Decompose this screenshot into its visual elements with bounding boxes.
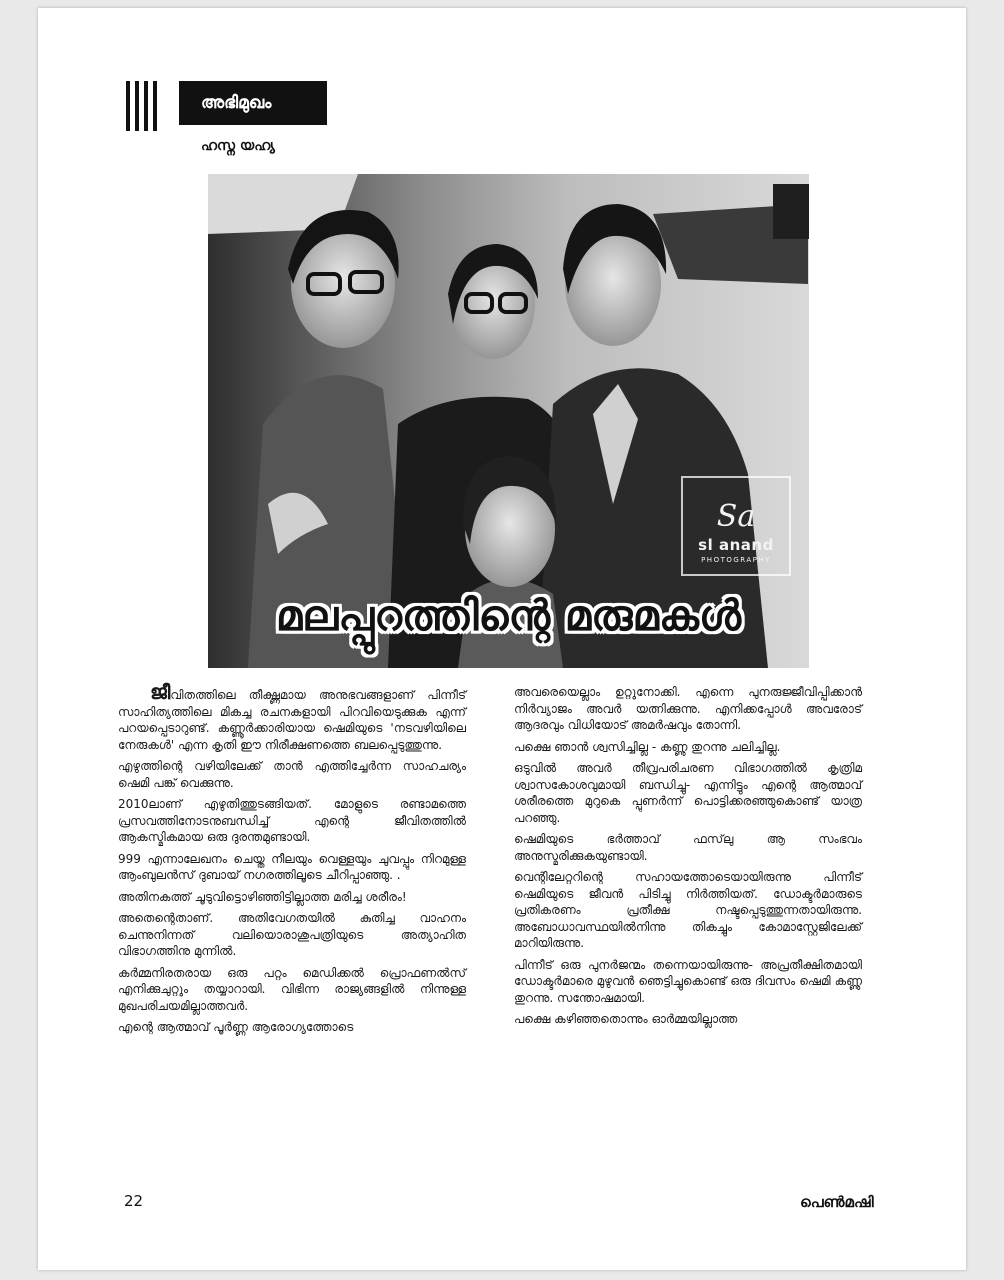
paragraph: എഴുത്തിന്റെ വഴിയിലേക്ക് താൻ എത്തിച്ചേർന്ന സാഹചര്യം ഷെമി പങ്ക് വെക്കുന്നു. <box>118 759 466 790</box>
article-column-right <box>514 684 862 1033</box>
watermark-subtitle: PHOTOGRAPHY <box>701 556 771 564</box>
watermark-logo: Sa <box>716 499 756 534</box>
magazine-name: പെൺമഷി <box>800 1193 874 1211</box>
paragraph: അവരെയെല്ലാം ഉറ്റുനോക്കി. എന്നെ പുനരുജ്ജീവിപ്പിക്കാൻ നിർവ്യാജം അവർ യത്നിക്കുന്നു. എനിക്കപ്പോൾ അവരോട് ആദരവും വിധിയോട് അമർഷവും തോന്നി. <box>514 685 862 732</box>
paragraph: പിന്നീട് ഒരു പുനർജന്മം തന്നെയായിരുന്നു- അപ്രതീക്ഷിതമായി ഡോക്ടർമാരെ മുഴുവൻ ഞെട്ടിച്ചുകൊണ്ട് ഒരു ദിവസം ഷെമി കണ്ണു തുറന്നു. സന്തോഷമായി. <box>514 957 862 1005</box>
paragraph: വെന്റിലേറ്ററിന്റെ സഹായത്തോടെയായിരുന്നു പിന്നീട് ഷെമിയുടെ ജീവൻ പിടിച്ചു നിർത്തിയത്. ഡോക്ടർമാരുടെ പ്രതികരണം പ്രതീക്ഷ നഷ്ടപ്പെടുത്തുന്നതായിരുന്നു. അബോധാവസ്ഥയിൽനിന്നു തികച്ചും കോമാസ്റ്റേജിലേക്ക് മാറിയിരുന്നു. <box>514 870 862 950</box>
paragraph: അതെന്റെതാണ്. അതിവേഗതയിൽ കുതിച്ച വാഹനം ചെന്നുനിന്നത് വലിയൊരാശുപത്രിയുടെ അത്യാഹിത വിഭാഗത്തിനു മുന്നിൽ. <box>118 911 466 958</box>
paragraph: പക്ഷെ ഞാൻ ശ്വസിച്ചില്ല - കണ്ണു തുറന്നു ചലിച്ചില്ല. <box>514 739 781 754</box>
photographer-watermark <box>681 476 791 576</box>
paragraph: ജീവിതത്തിലെ തീക്ഷ്ണമായ അനുഭവങ്ങളാണ് പിന്നീട് സാഹിത്യത്തിലെ മികച്ച രചനകളായി പിറവിയെടുക്കുക എന്ന് പറയപ്പെടാറുണ്ട്. കണ്ണൂർക്കാരിയായ ഷെമിയുടെ 'നടവഴിയിലെ നേരുകൾ' എന്ന കൃതി ഈ നിരീക്ഷണത്തെ ബലപ്പെടുത്തുന്നു. <box>118 680 466 752</box>
paragraph: 2010ലാണ് എഴുതിത്തുടങ്ങിയത്. മോളുടെ രണ്ടാമത്തെ പ്രസവത്തിനോടനുബന്ധിച്ച് എന്റെ ജീവിതത്തിൽ ആകസ്മികമായ ഒരു ദുരന്തമുണ്ടായി. <box>118 797 466 844</box>
paragraph: അതിനകത്ത് ചൂടുവിട്ടൊഴിഞ്ഞിട്ടില്ലാത്ത മരിച്ച ശരീരം! <box>118 889 407 904</box>
section-label: അഭിമുഖം <box>179 81 327 125</box>
paragraph: ഷെമിയുടെ ഭർത്താവ് ഫസ്‌ലു ആ സംഭവം അനുസ്മരിക്കുകയുണ്ടായി. <box>514 832 862 863</box>
magazine-page <box>38 8 966 1270</box>
article-headline: മലപ്പുറത്തിന്റെ മരുമകൾ <box>275 591 742 640</box>
watermark-name: sl anand <box>698 536 774 554</box>
paragraph: കർമ്മനിരതരായ ഒരു പറ്റം മെഡിക്കൽ പ്രൊഫണൽസ് എനിക്കുചുറ്റും തയ്യാറായി. വിഭിന്ന രാജ്യങ്ങളിൽ നിന്നുള്ള മുഖപരിചയമില്ലാത്തവർ. <box>118 965 466 1013</box>
drop-cap: ജീ <box>150 680 171 704</box>
author-name: ഹസ്ന യഹ്യ <box>201 138 275 154</box>
article-column-left <box>118 680 466 1041</box>
page-number: 22 <box>124 1192 144 1210</box>
paragraph: 999 എന്നാലേഖനം ചെയ്ത നീലയും വെള്ളയും ചുവപ്പും നിറമുള്ള ആംബുലൻസ് ദുബായ് നഗരത്തിലൂടെ ചീറിപ്പാഞ്ഞു. . <box>118 851 466 882</box>
family-photo <box>208 174 809 668</box>
paragraph: പക്ഷെ കഴിഞ്ഞതൊന്നും ഓർമ്മയില്ലാത്ത <box>514 1012 738 1026</box>
paragraph: എന്റെ ആത്മാവ് പൂർണ്ണ ആരോഗ്യത്തോടെ <box>118 1020 354 1034</box>
paragraph: ഒടുവിൽ അവർ തീവ്രപരിചരണ വിഭാഗത്തിൽ കൃത്രിമ ശ്വാസകോശവുമായി ബന്ധിച്ചു- എന്നിട്ടും എന്റെ ആത്മാവ് ശരീരത്തെ മുറുകെ പ്പുണർന്ന് പൊട്ടിക്കരഞ്ഞുകൊണ്ട് യാത്ര പറഞ്ഞു. <box>514 761 862 825</box>
section-bars <box>126 81 170 131</box>
